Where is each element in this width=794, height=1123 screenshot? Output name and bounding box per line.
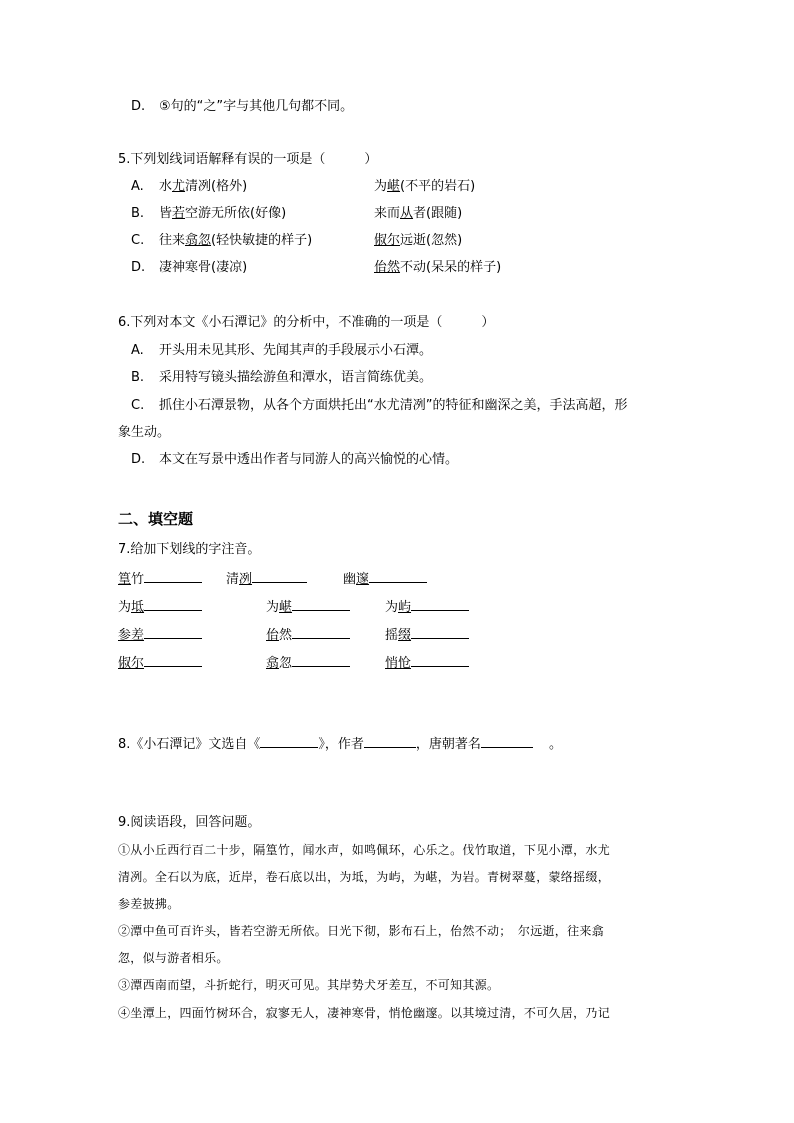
underlined-word: 佁然 <box>374 260 401 275</box>
text: 。 <box>548 737 562 752</box>
underlined-char: 屿 <box>398 600 412 615</box>
text: 然 <box>279 628 293 643</box>
q8-stem <box>118 733 562 754</box>
passage-line: ②潭中鱼可百许头，皆若空游无所依。日光下彻，影布石上，佁然不动； 尔远逝，往来翕 <box>118 924 605 938</box>
option-text: 开头用未见其形、先闻其声的手段展示小石潭。 <box>159 343 433 358</box>
text: (轻快敏捷的样子) <box>211 233 313 248</box>
text: 为 <box>266 600 280 615</box>
underlined-char: 坻 <box>131 600 145 615</box>
underlined-char: 邃 <box>356 572 370 587</box>
passage-line: ①从小丘西行百二十步，隔篁竹，闻水声，如鸣佩环，心乐之。伐竹取道，下见小潭，水尤 <box>118 843 611 857</box>
answer-blank[interactable] <box>252 568 307 583</box>
text: 为 <box>374 179 388 194</box>
q5-stem: 5.下列划线词语解释有误的一项是（ ） <box>118 152 378 167</box>
text: 清 <box>226 572 240 587</box>
underlined-char: 悄怆 <box>385 656 412 671</box>
underlined-char: 篁 <box>118 572 132 587</box>
underlined-word: 若 <box>172 206 186 221</box>
text: ，唐朝著名 <box>415 737 481 752</box>
text: 来而 <box>374 206 401 221</box>
answer-blank[interactable] <box>292 624 350 639</box>
q5-option-a <box>131 178 247 196</box>
q5-option-c <box>131 232 312 250</box>
answer-blank[interactable] <box>260 733 318 748</box>
option-label: C. <box>131 233 145 248</box>
text: 不动(呆呆的样子) <box>400 260 502 275</box>
q5-option-d <box>131 259 247 277</box>
q7-stem: 7.给加下划线的字注音。 <box>118 542 261 557</box>
answer-blank[interactable] <box>411 596 469 611</box>
q5-option-b-right <box>374 205 462 223</box>
option-label: D. <box>131 452 146 467</box>
answer-blank[interactable] <box>481 733 533 748</box>
q7-item-12 <box>385 652 469 673</box>
option-label: A. <box>131 179 144 194</box>
q7-item-7 <box>118 624 202 645</box>
q6-option-d <box>131 451 458 469</box>
passage-line: ③潭西南而望，斗折蛇行，明灭可见。其岸势犬牙差互，不可知其源。 <box>118 978 500 992</box>
underlined-word: 嵁 <box>387 179 401 194</box>
q6-option-a <box>131 342 432 360</box>
option-label: B. <box>131 206 145 221</box>
underlined-char: 佁 <box>266 628 280 643</box>
option-label: B. <box>131 370 145 385</box>
text: 摇 <box>385 628 399 643</box>
answer-blank[interactable] <box>144 652 202 667</box>
answer-blank[interactable] <box>144 568 202 583</box>
q5-option-a-right <box>374 178 475 196</box>
option-label: A. <box>131 343 144 358</box>
q7-item-10 <box>118 652 202 673</box>
option-text: 采用特写镜头描绘游鱼和潭水，语言简练优美。 <box>159 370 433 385</box>
answer-blank[interactable] <box>144 596 202 611</box>
q5-option-d-right <box>374 259 501 277</box>
answer-blank[interactable] <box>292 652 350 667</box>
q7-item-9 <box>385 624 469 645</box>
text: 幽 <box>343 572 357 587</box>
q6-stem: 6.下列对本文《小石潭记》的分析中，不准确的一项是（ ） <box>118 315 495 330</box>
text: 忽 <box>279 656 293 671</box>
underlined-word: 翕忽 <box>185 233 212 248</box>
text: 皆 <box>159 206 173 221</box>
underlined-char: 俶尔 <box>118 656 145 671</box>
text: 空游无所依(好像) <box>185 206 287 221</box>
underlined-char: 嵁 <box>279 600 293 615</box>
section-title: 二、填空题 <box>118 510 194 528</box>
option-text: ⑤句的“之”字与其他几句都不同。 <box>159 99 354 114</box>
text: 8.《小石潭记》文选自《 <box>118 737 261 752</box>
option-text: 抓住小石潭景物，从各个方面烘托出“水尤清冽”的特征和幽深之美，手法高超，形 <box>159 398 628 413</box>
q7-item-4 <box>118 596 202 617</box>
answer-blank[interactable] <box>144 624 202 639</box>
q6-option-b <box>131 369 432 387</box>
underlined-word: 俶尔 <box>374 233 401 248</box>
option-label: D. <box>131 260 146 275</box>
passage-line: 忽，似与游者相乐。 <box>118 951 229 965</box>
text: 清冽(格外) <box>185 179 248 194</box>
passage-line: 参差披拂。 <box>118 897 180 911</box>
q5-option-b <box>131 205 286 223</box>
text: (不平的岩石) <box>400 179 476 194</box>
text: 》，作者 <box>318 737 364 752</box>
q5-option-c-right <box>374 232 462 250</box>
q7-item-6 <box>385 596 469 617</box>
q6-option-c <box>131 397 627 415</box>
text: 凄神寒骨(凄凉) <box>159 260 248 275</box>
q9-stem: 9.阅读语段，回答问题。 <box>118 815 261 830</box>
text: 往来 <box>159 233 186 248</box>
option-text: 本文在写景中透出作者与同游人的高兴愉悦的心情。 <box>159 452 459 467</box>
passage-line: ④坐潭上，四面竹树环合，寂寥无人，凄神寒骨，悄怆幽邃。以其境过清，不可久居，乃记 <box>118 1006 611 1020</box>
q6-option-c-cont: 象生动。 <box>118 425 171 440</box>
text: 者(跟随) <box>413 206 463 221</box>
q7-item-3 <box>343 568 427 589</box>
q4-option-d <box>131 98 353 116</box>
answer-blank[interactable] <box>292 596 350 611</box>
underlined-word: 从 <box>400 206 414 221</box>
q7-item-11 <box>266 652 350 673</box>
answer-blank[interactable] <box>411 624 469 639</box>
q7-item-2 <box>226 568 307 589</box>
underlined-char: 翕 <box>266 656 280 671</box>
passage-line: 清冽。全石以为底，近岸，卷石底以出，为坻，为屿，为嵁，为岩。青树翠蔓，蒙络摇缀， <box>118 870 611 884</box>
answer-blank[interactable] <box>411 652 469 667</box>
q7-item-1 <box>118 568 202 589</box>
answer-blank[interactable] <box>369 568 427 583</box>
underlined-char: 冽 <box>239 572 253 587</box>
text: 为 <box>385 600 399 615</box>
underlined-word: 尤 <box>172 179 186 194</box>
underlined-char: 缀 <box>398 628 412 643</box>
text: 为 <box>118 600 132 615</box>
text: 竹 <box>131 572 145 587</box>
underlined-char: 参差 <box>118 628 145 643</box>
answer-blank[interactable] <box>364 733 416 748</box>
option-label: C. <box>131 398 145 413</box>
q7-item-8 <box>266 624 350 645</box>
text: 远逝(忽然) <box>400 233 463 248</box>
q7-item-5 <box>266 596 350 617</box>
text: 水 <box>159 179 173 194</box>
option-label: D. <box>131 99 146 114</box>
